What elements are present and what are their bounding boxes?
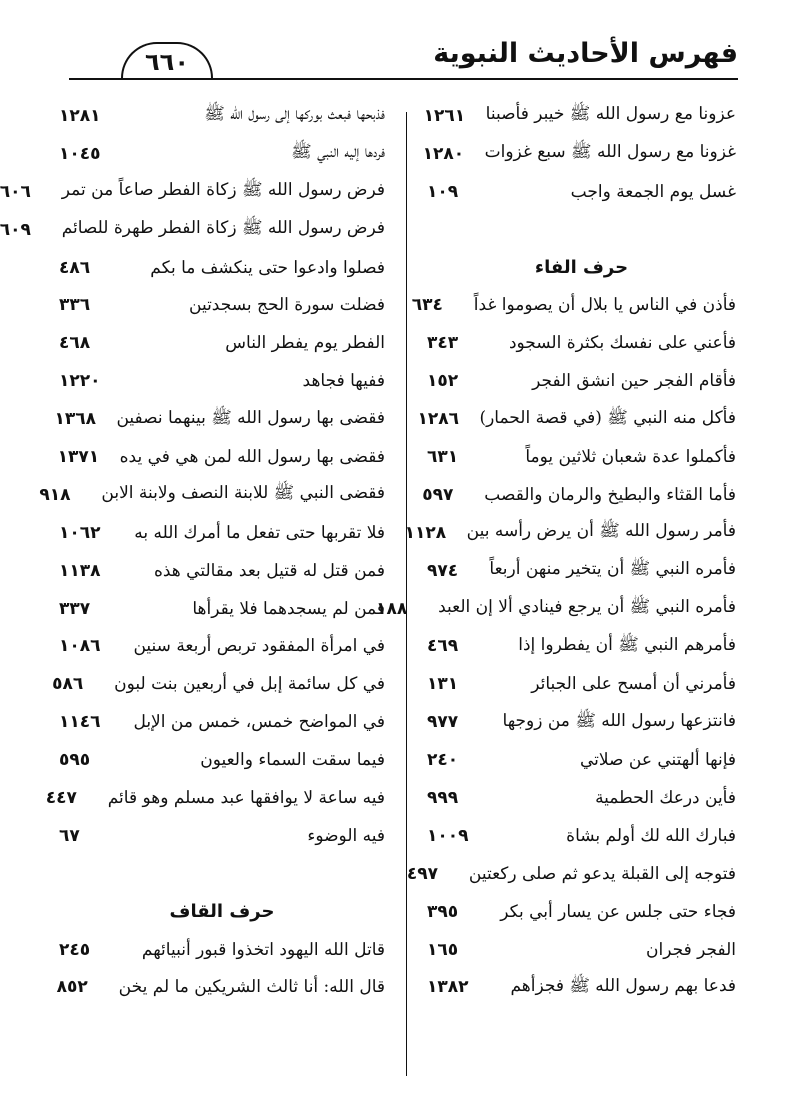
- index-entry: [427, 665, 736, 703]
- hadith-number: ١٢٨٠: [422, 143, 465, 164]
- hadith-number: ١٥٢: [427, 371, 459, 392]
- hadith-number: ٢٤٠: [427, 750, 459, 771]
- hadith-text: فقضى بها رسول الله ﷺ بينهما نصفين: [116, 407, 385, 428]
- index-entry: [423, 97, 736, 135]
- page-header: [69, 38, 738, 80]
- hadith-number: ٤٦٩: [427, 636, 459, 657]
- hadith-number: ١٦٥: [427, 939, 459, 960]
- hadith-text: فمن لم يسجدهما فلا يقرأها: [192, 598, 385, 619]
- hadith-text: فرض رسول الله ﷺ زكاة الفطر صاعاً من تمر: [61, 180, 385, 201]
- hadith-text: فرض رسول الله ﷺ زكاة الفطر طهرة للصائم: [61, 218, 385, 239]
- hadith-text: غزونا مع رسول الله ﷺ سبع غزوات: [484, 142, 736, 163]
- hadith-number: ١٠٨٦: [59, 636, 101, 657]
- index-entry: [59, 97, 385, 135]
- hadith-number: ١٠٠٩: [427, 825, 469, 846]
- index-entry: [59, 627, 385, 665]
- index-entry: [59, 324, 385, 362]
- index-entry: [427, 627, 736, 665]
- index-entry: [59, 438, 385, 476]
- hadith-number: ٩٩٩: [427, 787, 459, 808]
- hadith-number: ٥٩٥: [59, 750, 91, 771]
- hadith-number: ١١٣٨: [59, 560, 101, 581]
- index-entry: [54, 400, 385, 438]
- blank-line: [59, 855, 385, 893]
- hadith-number: ٣٩٥: [427, 901, 459, 922]
- hadith-text: فأين درعك الحطمية: [595, 787, 736, 808]
- hadith-text: فمن قتل له قتيل بعد مقالتي هذه: [153, 560, 385, 581]
- hadith-text: فأذن في الناس يا بلال أن يصوموا غداً: [473, 295, 736, 316]
- index-entry: [56, 968, 385, 1006]
- hadith-number: ٦٣٤: [411, 295, 443, 316]
- index-entry: [39, 476, 385, 514]
- index-entry: [59, 362, 385, 400]
- index-entry: [45, 779, 385, 817]
- index-entry: [59, 590, 385, 628]
- hadith-text: فأمره النبي ﷺ أن يتخير منهن أربعاً: [489, 559, 736, 580]
- index-column-left: [0, 97, 385, 1006]
- hadith-number: ٤٩٧: [406, 863, 439, 884]
- hadith-text: فانتزعها رسول الله ﷺ من زوجها: [502, 710, 736, 731]
- index-entry: [427, 817, 736, 855]
- hadith-text: فذبحها فبعث بوركها إلى رسول الله ﷺ: [204, 104, 385, 125]
- hadith-number: ١٢٨١: [59, 105, 101, 126]
- hadith-number: ٩١٨: [39, 484, 71, 505]
- hadith-text: ففيها فجاهد: [302, 371, 385, 392]
- hadith-text: قاتل الله اليهود اتخذوا قبور أنبيائهم: [141, 939, 385, 960]
- hadith-number: ٦٠٩: [0, 219, 31, 240]
- index-entry: [0, 211, 385, 249]
- hadith-number: ١٠٩: [427, 181, 459, 202]
- index-entry: [59, 286, 385, 324]
- hadith-text: فبارك الله لك أولم بشاة: [566, 825, 736, 846]
- hadith-number: ١٨٨: [376, 598, 408, 619]
- hadith-text: غسل يوم الجمعة واجب: [570, 181, 736, 202]
- hadith-number: ٣٤٣: [427, 333, 459, 354]
- hadith-number: ١٢٦١: [423, 105, 466, 126]
- hadith-text: فأعني على نفسك بكثرة السجود: [508, 333, 736, 354]
- hadith-text: فردها إليه النبي ﷺ: [291, 142, 385, 163]
- hadith-number: ١١٢٨: [404, 522, 447, 543]
- hadith-number: ١٣٧١: [57, 446, 100, 467]
- hadith-number: ٢٤٥: [59, 939, 91, 960]
- index-entry: [422, 135, 736, 173]
- index-entry: [427, 703, 736, 741]
- index-entry: [427, 552, 736, 590]
- hadith-text: فأما القثاء والبطيخ والرمان والقصب: [484, 484, 736, 505]
- index-entry: [59, 817, 385, 855]
- blank-line: [427, 211, 736, 249]
- index-entry: [427, 741, 736, 779]
- hadith-number: ٥٨٦: [52, 674, 84, 695]
- hadith-text: فإنها ألهتني عن صلاتي: [580, 750, 736, 771]
- index-entry: [411, 286, 736, 324]
- hadith-text: في امرأة المفقود تربص أربعة سنين: [133, 636, 385, 657]
- hadith-number: ٥٩٧: [422, 484, 454, 505]
- hadith-text: فدعا بهم رسول الله ﷺ فجزأهم: [510, 975, 736, 996]
- index-entry: [59, 249, 385, 287]
- page-number: ٦٦٠: [121, 42, 213, 78]
- hadith-number: ٨٥٢: [56, 977, 88, 998]
- index-entry: [417, 400, 736, 438]
- hadith-text: الفطر يوم يفطر الناس: [225, 333, 385, 354]
- hadith-number: ٦٣١: [427, 446, 459, 467]
- hadith-number: ٤٤٧: [45, 787, 77, 808]
- section-heading: حرف القاف: [169, 901, 275, 923]
- index-entry: [59, 514, 385, 552]
- column-divider: [406, 112, 407, 1076]
- hadith-text: فقضى النبي ﷺ للابنة النصف ولابنة الابن: [101, 483, 385, 504]
- index-entry: [59, 552, 385, 590]
- section-heading: حرف الفاء: [534, 257, 629, 278]
- hadith-number: ١٢٢٠: [59, 371, 101, 392]
- hadith-text: فأكملوا عدة شعبان ثلاثين يوماً: [525, 446, 736, 467]
- index-entry: [59, 931, 385, 969]
- hadith-text: في المواضح خمس، خمس من الإبل: [133, 712, 385, 733]
- hadith-text: فيما سقت السماء والعيون: [200, 750, 385, 771]
- index-entry: [427, 893, 736, 931]
- index-entry: [427, 173, 736, 211]
- index-column-right: [376, 97, 736, 1006]
- hadith-number: ٦٠٦: [0, 181, 31, 202]
- hadith-text: فيه الوضوء: [307, 825, 385, 846]
- index-entry: [427, 324, 736, 362]
- hadith-number: ١٢٨٦: [417, 409, 459, 430]
- hadith-text: قال الله: أنا ثالث الشريكين ما لم يخن: [118, 977, 385, 998]
- index-entry: [427, 438, 736, 476]
- index-entry: [406, 855, 736, 893]
- page-title: فهرس الأحاديث النبوية: [433, 38, 738, 69]
- index-entry: [59, 135, 385, 173]
- hadith-text: فأمرني أن أمسح على الجبائر: [531, 674, 736, 695]
- hadith-text: فأقام الفجر حين انشق الفجر: [532, 371, 736, 392]
- hadith-number: ٣٣٦: [59, 295, 91, 316]
- hadith-number: ١١٤٦: [59, 712, 101, 733]
- index-entry: [404, 514, 736, 552]
- index-entry: [376, 590, 736, 628]
- index-entry: [422, 476, 736, 514]
- hadith-text: فقضى بها رسول الله لمن هي في يده: [119, 446, 385, 467]
- hadith-text: فأمره النبي ﷺ أن يرجع فينادي ألا إن العبد: [438, 597, 736, 618]
- index-entry: [427, 968, 736, 1006]
- hadith-number: ١٠٤٥: [59, 143, 101, 164]
- index-entry: [427, 931, 736, 969]
- hadith-number: ٦٧: [59, 825, 80, 846]
- header-rule: [69, 78, 738, 80]
- hadith-number: ٤٦٨: [59, 333, 91, 354]
- hadith-number: ٩٧٧: [427, 712, 459, 733]
- index-entry: [427, 779, 736, 817]
- hadith-text: فضلت سورة الحج بسجدتين: [189, 295, 385, 316]
- hadith-text: فأكل منه النبي ﷺ (في قصة الحمار): [479, 407, 736, 428]
- index-entry: [59, 741, 385, 779]
- hadith-number: ١٠٦٢: [59, 522, 101, 543]
- index-entry: [0, 173, 385, 211]
- hadith-text: في كل سائمة إبل في أربعين بنت لبون: [114, 674, 385, 695]
- hadith-number: ١٣١: [427, 674, 459, 695]
- index-entry: [427, 362, 736, 400]
- hadith-text: فجاء حتى جلس عن يسار أبي بكر: [500, 901, 736, 922]
- index-entry: [59, 703, 385, 741]
- hadith-number: ٣٣٧: [59, 598, 91, 619]
- index-entry: [52, 665, 385, 703]
- hadith-text: عزونا مع رسول الله ﷺ خيبر فأصبنا: [485, 104, 736, 125]
- hadith-number: ١٣٨٢: [427, 977, 469, 998]
- hadith-number: ١٣٦٨: [54, 409, 96, 430]
- hadith-number: ٤٨٦: [59, 257, 91, 278]
- hadith-text: فيه ساعة لا يوافقها عبد مسلم وهو قائم: [107, 787, 385, 808]
- hadith-text: فأمرهم النبي ﷺ أن يفطروا إذا: [518, 634, 736, 655]
- hadith-text: فصلوا وادعوا حتى ينكشف ما بكم: [150, 257, 385, 278]
- hadith-text: فلا تقربها حتى تفعل ما أمرك الله به: [134, 522, 385, 543]
- hadith-text: فأمر رسول الله ﷺ أن يرض رأسه بين: [466, 521, 736, 542]
- hadith-number: ٩٧٤: [427, 560, 459, 581]
- hadith-text: الفجر فجران: [646, 939, 736, 960]
- hadith-text: فتوجه إلى القبلة يدعو ثم صلى ركعتين: [468, 863, 736, 884]
